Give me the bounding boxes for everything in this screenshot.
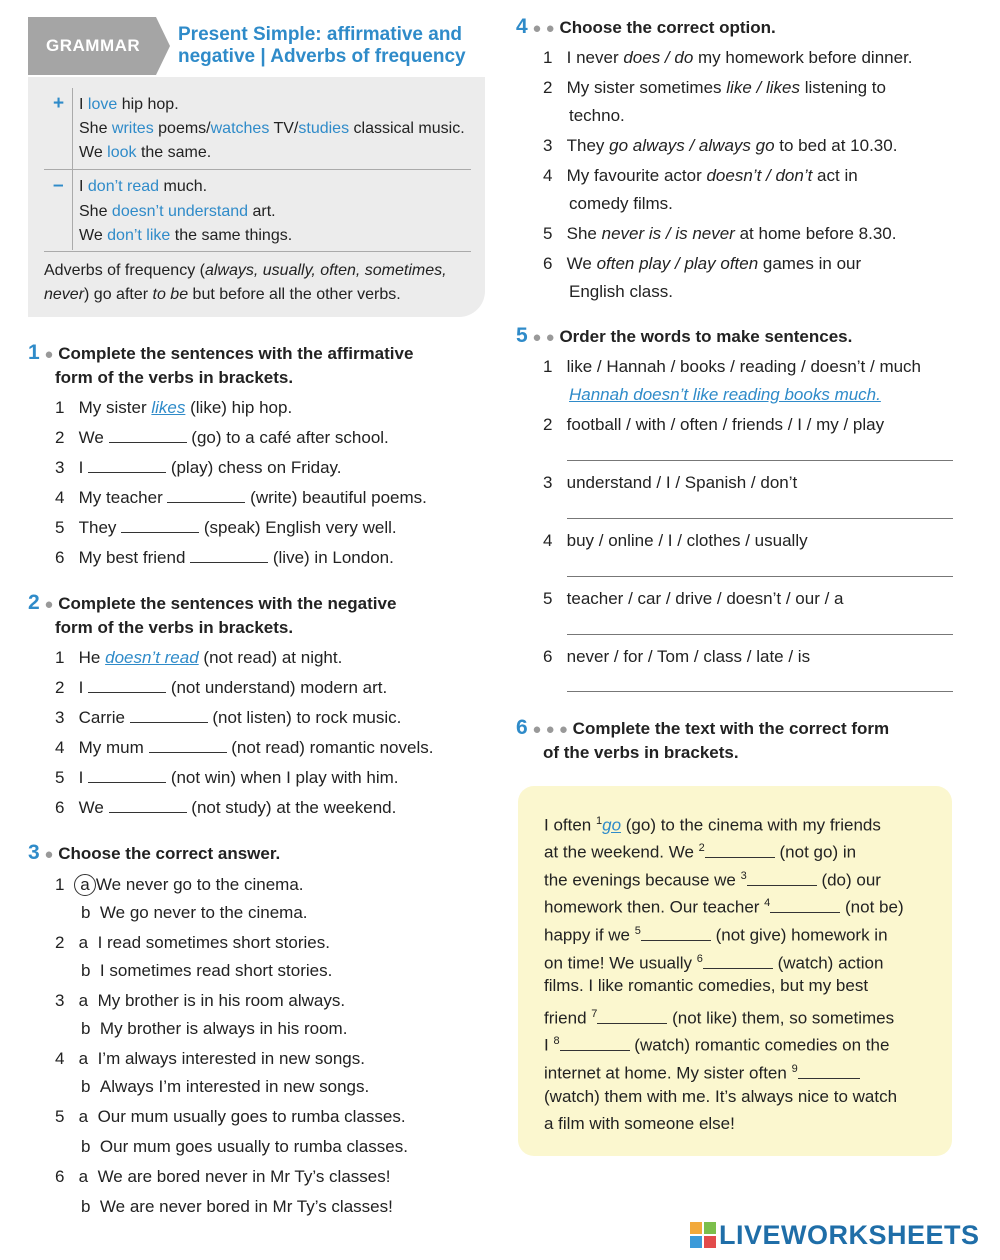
- ex1-item: [55, 547, 394, 569]
- text: always, usually, often, sometimes,: [204, 262, 447, 279]
- text: (speak) English very well.: [199, 518, 397, 537]
- text: I: [78, 768, 89, 787]
- difficulty-dots: ●: [44, 346, 54, 363]
- ex5-header: [516, 325, 852, 349]
- option-letter: a: [78, 991, 89, 1010]
- text-line: a film with someone else!: [544, 1114, 735, 1133]
- word-list: never / for / Tom / class / late / is: [566, 647, 811, 666]
- answer-blank[interactable]: [705, 843, 775, 858]
- text: I never: [566, 48, 624, 67]
- item-number: 6: [55, 548, 65, 567]
- item-number: 5: [543, 589, 553, 608]
- item-number: 4: [55, 738, 65, 757]
- text: I: [78, 458, 89, 477]
- answer-blank[interactable]: [798, 1064, 860, 1079]
- answer-blank[interactable]: [597, 1009, 667, 1024]
- word-list: football / with / often / friends / I / my / play: [566, 415, 885, 434]
- example-answer: Hannah doesn’t like reading books much.: [569, 385, 881, 404]
- item-number: 1: [543, 357, 553, 376]
- text: (watch) romantic comedies on the: [629, 1035, 890, 1055]
- text: I: [79, 96, 88, 113]
- option-letter: b: [81, 903, 91, 922]
- item-number: 5: [55, 768, 65, 787]
- ex3-item-3a[interactable]: [55, 990, 345, 1012]
- item-number: 2: [543, 78, 553, 97]
- item-number: 2: [55, 678, 65, 697]
- ex1-item: [55, 487, 427, 509]
- text: (not listen) to rock music.: [207, 708, 402, 727]
- ex3-item-1b[interactable]: [81, 902, 308, 924]
- ex1-item: [55, 427, 389, 449]
- word-list: teacher / car / drive / doesn’t / our / a: [566, 589, 844, 608]
- text: internet at home. My sister often: [544, 1063, 792, 1083]
- text: They: [566, 136, 610, 155]
- ex4-item: [543, 165, 858, 187]
- answer-blank[interactable]: [130, 708, 208, 723]
- text: hip hop.: [117, 96, 179, 113]
- text: (live) in London.: [268, 548, 394, 567]
- difficulty-dots: ● ● ●: [532, 721, 568, 738]
- option-text: I read sometimes short stories.: [97, 933, 330, 952]
- text: the same things.: [170, 227, 293, 244]
- answer-line[interactable]: [567, 634, 953, 635]
- difficulty-dots: ●: [44, 596, 54, 613]
- grammar-note-2: [44, 284, 401, 306]
- option-letter: b: [81, 961, 91, 980]
- text: happy if we: [544, 925, 635, 945]
- aff-line-1: [79, 94, 179, 116]
- example-answer: doesn’t read: [105, 648, 199, 667]
- ex4-item-cont: English class.: [569, 282, 673, 301]
- option-letter: b: [81, 1137, 91, 1156]
- gap-number: 6: [696, 953, 703, 965]
- text: We: [566, 254, 597, 273]
- text: friend: [544, 1008, 592, 1028]
- ex2-item: [55, 647, 342, 669]
- choice-options[interactable]: doesn’t / don’t: [706, 166, 813, 185]
- gap-number: 4: [764, 897, 771, 909]
- example-answer: go: [602, 815, 622, 835]
- verb: studies: [298, 120, 350, 137]
- ex2-item: [55, 767, 399, 789]
- plus-sign: +: [53, 93, 65, 114]
- text: (go) to the cinema with my friends: [621, 815, 881, 835]
- ex-number: 2: [28, 591, 40, 614]
- gap-number: 1: [595, 815, 603, 827]
- text-line: [544, 837, 856, 864]
- grammar-divider-2: [44, 251, 471, 252]
- ex-title: Order the words to make sentences.: [559, 327, 853, 346]
- gap-number: 7: [591, 1008, 598, 1020]
- example-answer: likes: [151, 398, 186, 417]
- option-text: We never go to the cinema.: [95, 875, 304, 894]
- gap-number: 5: [634, 925, 641, 937]
- gap-number: 8: [553, 1035, 560, 1047]
- choice-options[interactable]: never is / is never: [601, 224, 735, 243]
- ex3-item-3b[interactable]: [81, 1018, 347, 1040]
- text: They: [78, 518, 122, 537]
- text: My mum: [78, 738, 149, 757]
- text: She: [79, 120, 112, 137]
- ex4-header: [516, 16, 776, 40]
- item-number: 2: [543, 415, 553, 434]
- ex-title: Choose the correct option.: [559, 18, 776, 37]
- ex3-item-2b[interactable]: [81, 960, 332, 982]
- text: (not study) at the weekend.: [186, 798, 397, 817]
- gap-number: 3: [740, 870, 747, 882]
- ex1-header: [28, 342, 413, 366]
- minus-sign: –: [53, 175, 64, 196]
- verb: don’t read: [87, 178, 160, 195]
- verb: doesn’t understand: [111, 203, 249, 220]
- text: (not like) them, so sometimes: [667, 1008, 895, 1028]
- option-letter: b: [81, 1019, 91, 1038]
- text: (go) to a café after school.: [186, 428, 389, 447]
- option-text: Always I’m interested in new songs.: [99, 1077, 370, 1096]
- neg-line-2: [79, 201, 276, 223]
- ex3-item-5a[interactable]: [55, 1106, 406, 1128]
- word-list: like / Hannah / books / reading / doesn’t / much: [566, 357, 922, 376]
- text: My best friend: [78, 548, 191, 567]
- ex5-item: [543, 356, 921, 378]
- item-number: 6: [543, 647, 553, 666]
- text-line: [544, 865, 881, 892]
- choice-options[interactable]: does / do: [623, 48, 694, 67]
- ex1-item: [55, 397, 292, 419]
- answer-blank[interactable]: [641, 926, 711, 941]
- text: games in our: [758, 254, 862, 273]
- option-letter: b: [81, 1077, 91, 1096]
- text-line: films. I like romantic comedies, but my best: [544, 976, 869, 995]
- text-line: [544, 920, 888, 947]
- ex-number: 3: [28, 841, 40, 864]
- choice-options[interactable]: like / likes: [726, 78, 800, 97]
- grammar-title-2: negative | Adverbs of frequency: [178, 46, 466, 67]
- ex3-header: [28, 842, 280, 866]
- answer-blank[interactable]: [190, 548, 268, 563]
- ex-number: 5: [516, 324, 528, 347]
- text: (watch) action: [772, 953, 884, 973]
- ex3-item-2a[interactable]: [55, 932, 330, 954]
- ex-number: 1: [28, 341, 40, 364]
- answer-blank[interactable]: [121, 518, 199, 533]
- text: the evenings because we: [544, 870, 741, 890]
- ex1-title-2: form of the verbs in brackets.: [55, 368, 294, 387]
- ex3-item-1a[interactable]: [55, 874, 304, 896]
- text: TV/: [269, 120, 299, 137]
- text: ) go after: [84, 286, 153, 303]
- answer-line[interactable]: [567, 691, 953, 692]
- difficulty-dots: ●: [44, 846, 54, 863]
- text: at home before 8.30.: [734, 224, 897, 243]
- verb: writes: [111, 120, 154, 137]
- word-list: buy / online / I / clothes / usually: [566, 531, 808, 550]
- ex3-item-6a[interactable]: [55, 1166, 390, 1188]
- option-text: I’m always interested in new songs.: [97, 1049, 365, 1068]
- ex-title: Complete the sentences with the affirmative: [58, 344, 414, 363]
- item-number: 1: [55, 648, 65, 667]
- grammar-note-1: [44, 260, 447, 282]
- answer-line[interactable]: [567, 460, 953, 461]
- option-text: We are never bored in Mr Ty’s classes!: [99, 1197, 393, 1216]
- verb: look: [107, 144, 137, 161]
- text: my homework before dinner.: [693, 48, 913, 67]
- ex3-item-5b[interactable]: [81, 1136, 408, 1158]
- text: to be: [152, 286, 189, 303]
- item-number: 6: [543, 254, 553, 273]
- ex6-title-2: of the verbs in brackets.: [543, 743, 739, 762]
- text: (not understand) modern art.: [166, 678, 388, 697]
- text: the same.: [136, 144, 212, 161]
- text: (do) our: [816, 870, 881, 890]
- grammar-divider-1: [44, 169, 471, 170]
- option-text: Our mum goes usually to rumba classes.: [99, 1137, 408, 1156]
- text: My sister: [78, 398, 152, 417]
- answer-blank[interactable]: [88, 678, 166, 693]
- option-text: My brother is always in his room.: [99, 1019, 348, 1038]
- item-number: 4: [55, 488, 65, 507]
- text: (write) beautiful poems.: [245, 488, 427, 507]
- option-letter: b: [81, 1197, 91, 1216]
- ex-title: Complete the sentences with the negative: [58, 594, 397, 613]
- word-list: understand / I / Spanish / don’t: [566, 473, 798, 492]
- option-text: I sometimes read short stories.: [99, 961, 333, 980]
- text: He: [78, 648, 106, 667]
- item-number: 6: [55, 798, 65, 817]
- ex5-item: [543, 588, 844, 610]
- ex4-item-cont: comedy films.: [569, 194, 673, 213]
- text: She: [79, 203, 112, 220]
- gap-number: 2: [698, 842, 705, 854]
- item-number: 1: [543, 48, 553, 67]
- text: (not be): [840, 897, 904, 917]
- answer-blank[interactable]: [88, 458, 166, 473]
- item-number: 5: [55, 1107, 65, 1126]
- item-number: 5: [55, 518, 65, 537]
- verb: watches: [210, 120, 270, 137]
- ex-title: Choose the correct answer.: [58, 844, 281, 863]
- aff-line-3: [79, 142, 211, 164]
- item-number: 4: [543, 166, 553, 185]
- answer-blank[interactable]: [88, 768, 166, 783]
- item-number: 1: [55, 398, 65, 417]
- item-number: 3: [55, 458, 65, 477]
- ex4-item: [543, 135, 897, 157]
- answer-blank[interactable]: [703, 954, 773, 969]
- neg-line-1: [79, 176, 207, 198]
- text: art.: [248, 203, 276, 220]
- answer-blank[interactable]: [770, 898, 840, 913]
- choice-options[interactable]: often play / play often: [596, 254, 759, 273]
- text-line: [544, 1003, 894, 1030]
- option-text: My brother is in his room always.: [97, 991, 346, 1010]
- answer-line[interactable]: [567, 576, 953, 577]
- text: My favourite actor: [566, 166, 707, 185]
- difficulty-dots: ● ●: [532, 329, 555, 346]
- text: Adverbs of frequency (: [44, 262, 205, 279]
- text: much.: [159, 178, 208, 195]
- ex6-header: [516, 717, 889, 741]
- answer-blank[interactable]: [149, 738, 227, 753]
- item-number: 5: [543, 224, 553, 243]
- text: listening to: [799, 78, 886, 97]
- answer-blank[interactable]: [560, 1036, 630, 1051]
- ex4-item: [543, 77, 886, 99]
- text: classical music.: [349, 120, 465, 137]
- text: My teacher: [78, 488, 168, 507]
- text: My sister sometimes: [566, 78, 727, 97]
- ex1-item: [55, 517, 397, 539]
- item-number: 3: [55, 991, 65, 1010]
- item-number: 3: [543, 473, 553, 492]
- text-line: [544, 1058, 860, 1085]
- text: to bed at 10.30.: [774, 136, 898, 155]
- option-letter: a: [80, 875, 90, 894]
- choice-options[interactable]: go always / always go: [609, 136, 775, 155]
- text: We: [79, 227, 108, 244]
- text: but before all the other verbs.: [188, 286, 401, 303]
- option-letter: a: [78, 1107, 89, 1126]
- ex-number: 4: [516, 15, 528, 38]
- text: (not read) romantic novels.: [226, 738, 434, 757]
- text: I often: [544, 815, 596, 835]
- item-number: 2: [55, 933, 65, 952]
- text-line: [544, 892, 904, 919]
- option-text: We go never to the cinema.: [99, 903, 308, 922]
- text: never: [44, 286, 85, 303]
- grammar-tag: GRAMMAR: [46, 36, 141, 55]
- circled-option[interactable]: [74, 874, 96, 896]
- ex2-title-2: form of the verbs in brackets.: [55, 618, 294, 637]
- text: homework then. Our teacher: [544, 897, 765, 917]
- liveworksheets-brand[interactable]: LIVEWORKSHEETS: [719, 1220, 980, 1250]
- ex5-item: [543, 646, 810, 668]
- ex2-item: [55, 707, 401, 729]
- ex5-item: [543, 530, 808, 552]
- text: on time! We usually: [544, 953, 697, 973]
- difficulty-dots: ● ●: [532, 20, 555, 37]
- option-letter: a: [78, 933, 89, 952]
- text: We: [78, 428, 109, 447]
- text: She: [566, 224, 602, 243]
- ex-title: Complete the text with the correct form: [572, 719, 890, 738]
- ex4-item: [543, 47, 913, 69]
- text: We: [78, 798, 109, 817]
- text: I: [544, 1035, 554, 1055]
- text-line: [544, 810, 881, 837]
- answer-blank[interactable]: [747, 871, 817, 886]
- ex4-item: [543, 223, 896, 245]
- ex5-item: [543, 472, 797, 494]
- item-number: 6: [55, 1167, 65, 1186]
- answer-blank[interactable]: [109, 428, 187, 443]
- text-line: [544, 1030, 889, 1057]
- ex-number: 6: [516, 716, 528, 739]
- ex4-item-cont: techno.: [569, 106, 625, 125]
- text: (not go) in: [774, 842, 857, 862]
- grammar-title-1: Present Simple: affirmative and: [178, 24, 463, 45]
- ex3-item-4a[interactable]: [55, 1048, 365, 1070]
- liveworksheets-logo-icon: [690, 1222, 716, 1248]
- item-number: 3: [55, 708, 65, 727]
- text-line: [544, 948, 883, 975]
- text: I: [78, 678, 89, 697]
- aff-line-2: [79, 118, 465, 140]
- neg-line-3: [79, 225, 292, 247]
- text-line: (watch) them with me. It’s always nice to watch: [544, 1087, 898, 1106]
- ex4-item: [543, 253, 861, 275]
- ex3-item-4b[interactable]: [81, 1076, 369, 1098]
- item-number: 2: [55, 428, 65, 447]
- option-text: We are bored never in Mr Ty’s classes!: [97, 1167, 391, 1186]
- option-letter: a: [78, 1167, 89, 1186]
- answer-line[interactable]: [567, 518, 953, 519]
- answer-blank[interactable]: [167, 488, 245, 503]
- verb: love: [87, 96, 118, 113]
- option-text: Our mum usually goes to rumba classes.: [97, 1107, 406, 1126]
- item-number: 4: [543, 531, 553, 550]
- ex2-header: [28, 592, 396, 616]
- text: act in: [812, 166, 858, 185]
- ex5-item: [543, 414, 884, 436]
- text: at the weekend. We: [544, 842, 699, 862]
- text: Carrie: [78, 708, 130, 727]
- item-number: 3: [543, 136, 553, 155]
- ex2-item: [55, 677, 387, 699]
- option-letter: a: [78, 1049, 89, 1068]
- text: (not win) when I play with him.: [166, 768, 399, 787]
- ex2-item: [55, 737, 433, 759]
- text: (not read) at night.: [198, 648, 343, 667]
- text: I: [79, 178, 88, 195]
- ex1-item: [55, 457, 342, 479]
- ex2-item: [55, 797, 396, 819]
- text: poems/: [153, 120, 211, 137]
- text: (not give) homework in: [710, 925, 888, 945]
- gap-number: 9: [791, 1063, 798, 1075]
- answer-blank[interactable]: [109, 798, 187, 813]
- text: We: [79, 144, 108, 161]
- item-number: 4: [55, 1049, 65, 1068]
- item-number: 1: [55, 875, 65, 894]
- text: (play) chess on Friday.: [166, 458, 342, 477]
- verb: don’t like: [107, 227, 171, 244]
- ex3-item-6b[interactable]: [81, 1196, 393, 1218]
- text: (like) hip hop.: [185, 398, 293, 417]
